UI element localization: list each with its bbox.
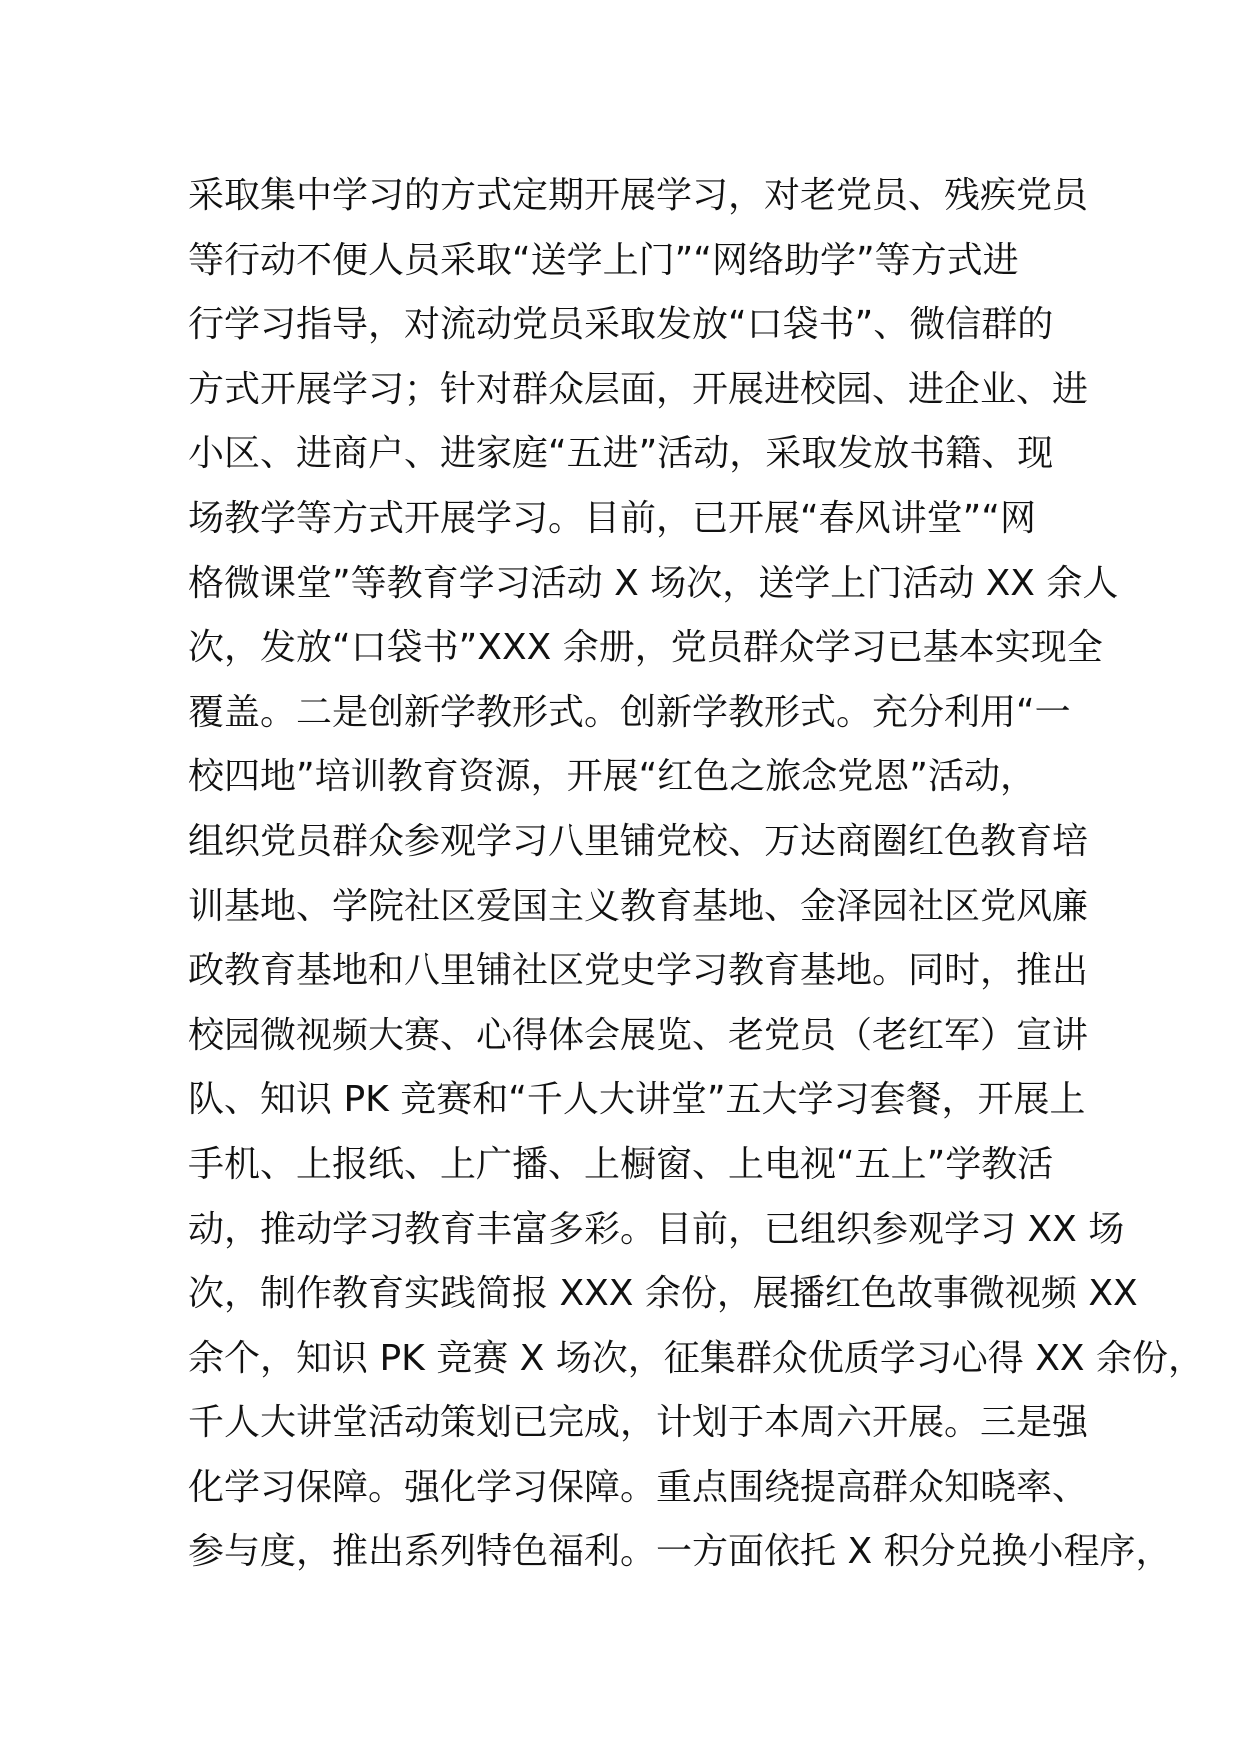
text-line-13: 政教育基地和八里铺社区党史学习教育基地。同时，推出 [188,950,1089,992]
text-line-11: 组织党员群众参观学习八里铺党校、万达商圈红色教育培 [188,820,1089,862]
text-line-1: 采取集中学习的方式定期开展学习，对老党员、残疾党员 [188,175,1089,216]
text-line-14: 校园微视频大赛、心得体会展览、老党员（老红军）宣讲 [188,1014,1089,1056]
text-line-12: 训基地、学院社区爱国主义教育基地、金泽园社区党风廉 [188,885,1089,927]
text-line-9: 覆盖。二是创新学教形式。创新学教形式。充分利用“一 [188,691,1071,733]
text-line-6: 场教学等方式开展学习。目前，已开展“春风讲堂”“网 [188,497,1036,539]
text-line-4: 方式开展学习；针对群众层面，开展进校园、进企业、进 [188,368,1089,410]
text-line-5: 小区、进商户、进家庭“五进”活动，采取发放书籍、现 [188,433,1054,475]
text-line-3: 行学习指导，对流动党员采取发放“口袋书”、微信群的 [188,304,1054,346]
text-line-21: 化学习保障。强化学习保障。重点围绕提高群众知晓率、 [188,1466,1089,1508]
text-line-10: 校四地”培训教育资源，开展“红色之旅念党恩”活动， [188,756,1036,798]
text-line-17: 动，推动学习教育丰富多彩。目前，已组织参观学习 XX 场 [188,1208,1125,1250]
text-line-18: 次，制作教育实践简报 XXX 余份，展播红色故事微视频 XX [188,1273,1138,1315]
text-line-15: 队、知识 PK 竞赛和“千人大讲堂”五大学习套餐，开展上 [188,1079,1086,1121]
text-line-22: 参与度，推出系列特色福利。一方面依托 X 积分兑换小程序， [188,1531,1172,1573]
text-line-7: 格微课堂”等教育学习活动 X 场次，送学上门活动 XX 余人 [188,562,1119,604]
text-line-20: 千人大讲堂活动策划已完成，计划于本周六开展。三是强 [188,1402,1089,1444]
body-text [188,164,1204,1585]
text-line-8: 次，发放“口袋书”XXX 余册，党员群众学习已基本实现全 [188,627,1103,669]
text-line-2: 等行动不便人员采取“送学上门”“网络助学”等方式进 [188,239,1019,281]
text-line-19: 余个，知识 PK 竞赛 X 场次，征集群众优质学习心得 XX 余份， [188,1337,1204,1379]
text-line-16: 手机、上报纸、上广播、上橱窗、上电视“五上”学教活 [188,1143,1054,1185]
